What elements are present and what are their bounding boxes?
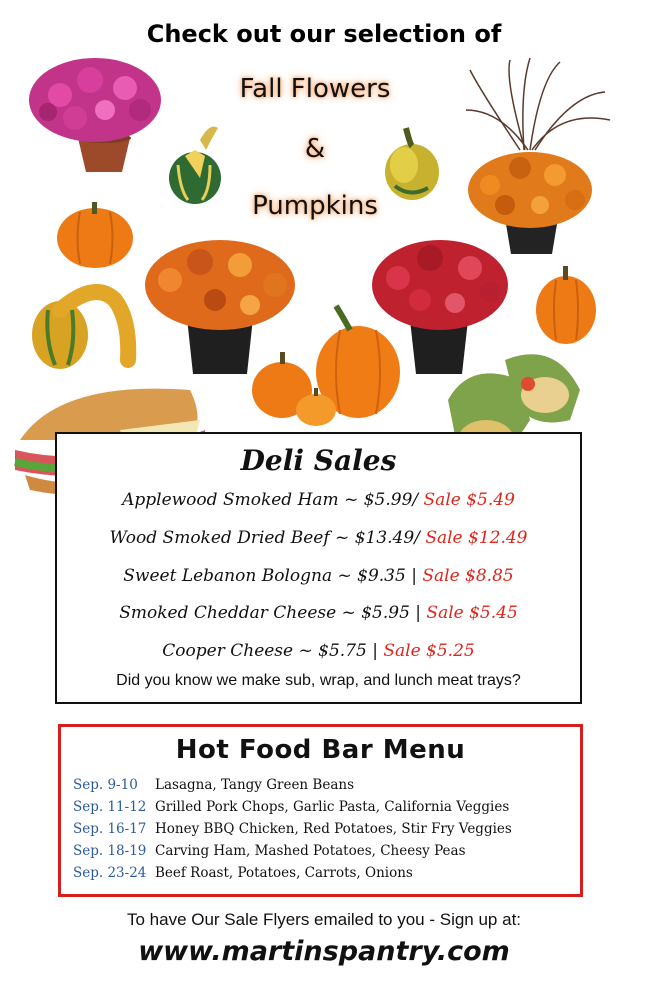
magenta-mum-image bbox=[29, 58, 161, 172]
deli-item bbox=[57, 603, 580, 623]
small-pumpkin-right-image bbox=[536, 266, 596, 344]
menu-dishes: Grilled Pork Chops, Garlic Pasta, California Veggies bbox=[155, 799, 510, 815]
menu-row bbox=[73, 799, 509, 815]
feature-pumpkins: Pumpkins bbox=[252, 191, 378, 221]
deli-item-sale: Sale $5.45 bbox=[426, 603, 518, 623]
deli-trays-note: Did you know we make sub, wrap, and lunch meat trays? bbox=[116, 672, 521, 689]
pumpkin-cluster-image bbox=[252, 306, 400, 426]
menu-dishes: Honey BBQ Chicken, Red Potatoes, Stir Fry Veggies bbox=[155, 821, 512, 837]
orange-mum-grass-image bbox=[466, 58, 610, 254]
menu-dishes: Carving Ham, Mashed Potatoes, Cheesy Peas bbox=[155, 843, 466, 859]
feature-ampersand: & bbox=[304, 134, 326, 164]
menu-row bbox=[73, 821, 512, 837]
deli-item-name: Cooper Cheese ~ $5.75 | bbox=[162, 641, 378, 661]
deli-item-name: Smoked Cheddar Cheese ~ $5.95 | bbox=[119, 603, 422, 623]
green-gourd-image bbox=[169, 127, 221, 205]
orange-mum-center-image bbox=[145, 240, 295, 374]
deli-item-sale: Sale $5.49 bbox=[423, 490, 515, 510]
menu-date: Sep. 16-17 bbox=[73, 821, 147, 837]
deli-item bbox=[57, 641, 580, 661]
menu-dishes: Lasagna, Tangy Green Beans bbox=[155, 777, 354, 793]
menu-date: Sep. 23-24 bbox=[73, 865, 147, 881]
feature-fall-flowers: Fall Flowers bbox=[239, 74, 391, 104]
flyer-headline: Check out our selection of bbox=[146, 20, 502, 48]
menu-date: Sep. 9-10 bbox=[73, 777, 138, 793]
menu-date: Sep. 11-12 bbox=[73, 799, 147, 815]
small-pumpkin-left-image bbox=[57, 202, 133, 268]
deli-item-name: Wood Smoked Dried Beef ~ $13.49/ bbox=[109, 528, 420, 548]
hot-food-bar-title: Hot Food Bar Menu bbox=[175, 735, 466, 765]
deli-sales-title: Deli Sales bbox=[240, 444, 397, 477]
menu-row bbox=[73, 843, 466, 859]
hot-food-bar-box bbox=[58, 724, 583, 897]
deli-item-name: Sweet Lebanon Bologna ~ $9.35 | bbox=[123, 566, 417, 586]
menu-row bbox=[73, 777, 354, 793]
menu-date: Sep. 18-19 bbox=[73, 843, 147, 859]
menu-row bbox=[73, 865, 413, 881]
deli-sales-box bbox=[55, 432, 582, 704]
curved-gourd-image bbox=[32, 292, 128, 369]
website-link[interactable]: www.martinspantry.com bbox=[138, 936, 510, 967]
deli-item-sale: Sale $12.49 bbox=[425, 528, 528, 548]
deli-item bbox=[57, 528, 580, 548]
deli-item bbox=[57, 490, 580, 510]
signup-text: To have Our Sale Flyers emailed to you - Sign up at: bbox=[126, 910, 522, 929]
yellow-gourd-image bbox=[385, 128, 439, 200]
deli-item-name: Applewood Smoked Ham ~ $5.99/ bbox=[122, 490, 419, 510]
deli-item-sale: Sale $8.85 bbox=[422, 566, 514, 586]
deli-item bbox=[57, 566, 580, 586]
deli-item-sale: Sale $5.25 bbox=[383, 641, 475, 661]
menu-dishes: Beef Roast, Potatoes, Carrots, Onions bbox=[155, 865, 413, 881]
